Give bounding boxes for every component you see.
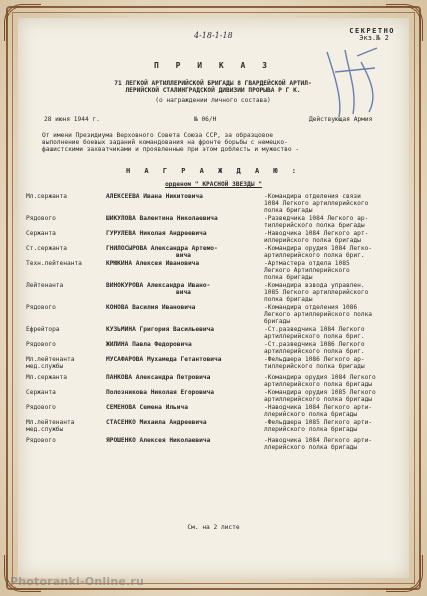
order-place: Действующая Армия: [309, 116, 373, 123]
position-line: артиллерийского полка бриг.: [264, 348, 365, 355]
position-line: Легкого артиллерийского полка: [264, 311, 373, 318]
rank-line: Сержанта: [26, 230, 56, 237]
position-line: ллерийского полка бригады: [264, 411, 358, 418]
position-line: -Командира орудия 1084 Легкого: [264, 374, 376, 381]
name-line: АЛЕКСЕЕВА Ивана Никитовича: [106, 193, 203, 200]
awardee-name: [106, 437, 256, 444]
position-line: 1084 Легкого артиллерийского: [264, 200, 369, 207]
position-line: -Ст.разведчика 1084 Легкого: [264, 326, 365, 333]
awardee-rank: [26, 326, 98, 333]
awardee-rank: [26, 260, 98, 267]
rank-line: Ст.сержанта: [26, 245, 67, 252]
header-line: (о награждении личного состава): [155, 97, 271, 104]
awardee-rank: [26, 193, 98, 200]
awardee-rank: [26, 404, 98, 411]
rank-line: мед.службы: [26, 426, 64, 433]
order-date: 28 июня 1944 г.: [44, 116, 100, 123]
rank-line: Сержанта: [26, 389, 56, 396]
awardee-rank: [26, 389, 98, 396]
awardee-position: [264, 341, 404, 355]
awardee-name: [106, 341, 256, 348]
name-line: ГНИЛОСЫРОВА Александра Артемо-: [106, 245, 218, 252]
awardee-name: [106, 389, 256, 396]
rank-line: Техн.лейтенанта: [26, 260, 82, 267]
position-line: -Фельдшера 1085 Легкого арти-: [264, 419, 373, 426]
name-line: СЕМЕНОВА Семена Ильича: [106, 404, 188, 411]
header-line: 71 ЛЕГКОЙ АРТИЛЛЕРИЙСКОЙ БРИГАДЫ 8 ГВАРДЕЙСКОЙ АРТИЛ-: [114, 80, 312, 87]
position-line: Легкого Артиллерийского: [264, 267, 350, 274]
awardee-name: [106, 193, 256, 200]
awardee-position: [264, 326, 404, 340]
rank-line: Рядового: [26, 341, 56, 348]
position-line: -Наводчика 1084 Легкого арти-: [264, 437, 373, 444]
preamble-line: выполнение боевых заданий командования на фронте борьбы с немецко-: [42, 139, 288, 146]
awardee-rank: [26, 304, 98, 311]
rank-line: Мл.сержанта: [26, 374, 67, 381]
order-number: № 06/Н: [194, 116, 217, 123]
position-line: -Ст.разведчика 1086 Легкого: [264, 341, 365, 348]
position-line: -Командира отделения связи: [264, 193, 361, 200]
name-line: Полозникова Николая Егоровича: [106, 389, 215, 396]
preamble: [42, 132, 390, 153]
position-line: артиллерийского полка бриг.: [264, 252, 365, 259]
awardee-position: [264, 404, 404, 418]
name-line: МУСАФАРОВА Мухамеда Гетантовича: [106, 356, 222, 363]
rank-line: Рядового: [26, 304, 56, 311]
awardee-position: [264, 245, 404, 259]
awardee-position: [264, 356, 404, 370]
name-line: КРЮКИНА Алексея Ивановича: [106, 260, 200, 267]
awardee-position: [264, 230, 404, 244]
rank-line: Рядового: [26, 215, 56, 222]
position-line: артиллерийского полка бриг.: [264, 333, 365, 340]
order-award-heading: орденом " КРАСНОЙ ЗВЕЗДЫ ": [165, 181, 262, 188]
rank-line: Мл.сержанта: [26, 193, 67, 200]
position-line: иллерийского полка бригады: [264, 237, 361, 244]
name-line: ШИКУЛОВА Валентина Николаевича: [106, 215, 218, 222]
position-line: полка бригады: [264, 274, 313, 281]
rank-line: Мл.лейтенанта: [26, 356, 75, 363]
awardee-name: [106, 304, 256, 311]
position-line: -Артмастера отдела 1085: [264, 260, 350, 267]
name-line: КОНОВА Василия Ивановича: [106, 304, 196, 311]
awardee-rank: [26, 230, 98, 237]
rank-line: мед.службы: [26, 363, 64, 370]
awardee-position: [264, 193, 404, 214]
position-line: -Фельдшера 1086 Легкого ар-: [264, 356, 365, 363]
classification-stamp: [349, 28, 395, 42]
continued-note: См. на 2 листе: [187, 524, 240, 531]
awardee-position: [264, 374, 404, 388]
position-line: -Разведчика 1084 Легкого ар-: [264, 215, 369, 222]
preamble-line: фашистскими захватчиками и проявленные при этом доблесть и мужество -: [42, 146, 300, 153]
awardee-position: [264, 282, 404, 303]
position-line: -Наводчика 1084 Легкого арт-: [264, 230, 369, 237]
awardee-rank: [26, 341, 98, 348]
position-line: -Наводчика 1084 Легкого арти-: [264, 404, 373, 411]
position-line: ллерийского полка бригады: [264, 426, 358, 433]
rank-line: Лейтенанта: [26, 282, 64, 289]
rank-line: Ефрейтора: [26, 326, 60, 333]
document-page: [18, 18, 409, 578]
awardee-position: [264, 304, 404, 325]
awardee-position: [264, 437, 404, 451]
awardee-position: [264, 215, 404, 229]
classification-label: СЕКРЕТНО: [349, 27, 395, 35]
awardee-name: [106, 419, 256, 426]
award-heading: Н А Г Р А Ж Д А Ю :: [125, 167, 302, 175]
awardee-position: [264, 260, 404, 281]
header-line: ЛЕРИЙСКОЙ СТАЛИНГРАДСКОЙ ДИВИЗИИ ПРОРЫВА Р Г К.: [125, 87, 301, 94]
archive-number: 4-18-1-18: [194, 31, 233, 40]
name-line: ЖИЛИНА Павла Федоровича: [106, 341, 192, 348]
awardee-name: [106, 245, 256, 259]
awardee-name: [106, 230, 256, 237]
preamble-line: От имени Президиума Верховного Совета Союза ССР, за образцовое: [42, 132, 273, 139]
awardee-name: [106, 260, 256, 267]
order-header: [48, 80, 378, 104]
name-line: ПАНКОВА Александра Петровича: [106, 374, 211, 381]
position-line: тиллерийского полка бригады: [264, 222, 365, 229]
awardee-rank: [26, 437, 98, 444]
watermark: Photoranki-Online.ru: [10, 575, 145, 588]
awardee-name: [106, 215, 256, 222]
awardee-rank: [26, 215, 98, 222]
awardee-rank: [26, 282, 98, 289]
position-line: артиллерийского полка бригады: [264, 381, 373, 388]
name-line: ЯРОШЕНКО Алексея Николаевича: [106, 437, 211, 444]
position-line: ллерийского полка бригады: [264, 444, 358, 451]
position-line: -Командира орудия 1084 Легко-: [264, 245, 373, 252]
document-title: П Р И К А З: [154, 61, 273, 70]
position-line: -Командира орудия 1085 Легкого: [264, 389, 376, 396]
name-line: КУЗЬМИНА Григория Васильевича: [106, 326, 215, 333]
awardee-name: [106, 404, 256, 411]
position-line: полка бригады: [264, 207, 313, 214]
awardee-name: [106, 326, 256, 333]
awardee-position: [264, 389, 404, 403]
awardee-rank: [26, 245, 98, 252]
awardee-rank: [26, 374, 98, 381]
awardee-name: [106, 374, 256, 381]
rank-line: Рядового: [26, 404, 56, 411]
awardee-name: [106, 282, 256, 296]
awardee-rank: [26, 356, 98, 370]
name-line: вича: [176, 289, 191, 296]
awardee-rank: [26, 419, 98, 433]
name-line: вича: [176, 252, 191, 259]
name-line: СТАСЕНКО Михаила Андреевича: [106, 419, 207, 426]
name-line: ГУРУЛЕВА Николая Андреевича: [106, 230, 207, 237]
copy-number: Экз.№ 2: [359, 34, 389, 42]
position-line: бригады: [264, 318, 291, 325]
position-line: -Командира взвода управлен.: [264, 282, 365, 289]
name-line: ВИНОКУРОВА Александра Ивано-: [106, 282, 211, 289]
awardee-name: [106, 356, 256, 363]
position-line: артиллерийского полка бригады: [264, 396, 373, 403]
awardee-position: [264, 419, 404, 433]
position-line: тиллерийского полка бригады: [264, 363, 365, 370]
rank-line: Рядового: [26, 437, 56, 444]
rank-line: Мл.лейтенанта: [26, 419, 75, 426]
position-line: -Командира отделения 1086: [264, 304, 358, 311]
position-line: полка бригады: [264, 296, 313, 303]
position-line: 1085 Легкого артиллерийского: [264, 289, 369, 296]
